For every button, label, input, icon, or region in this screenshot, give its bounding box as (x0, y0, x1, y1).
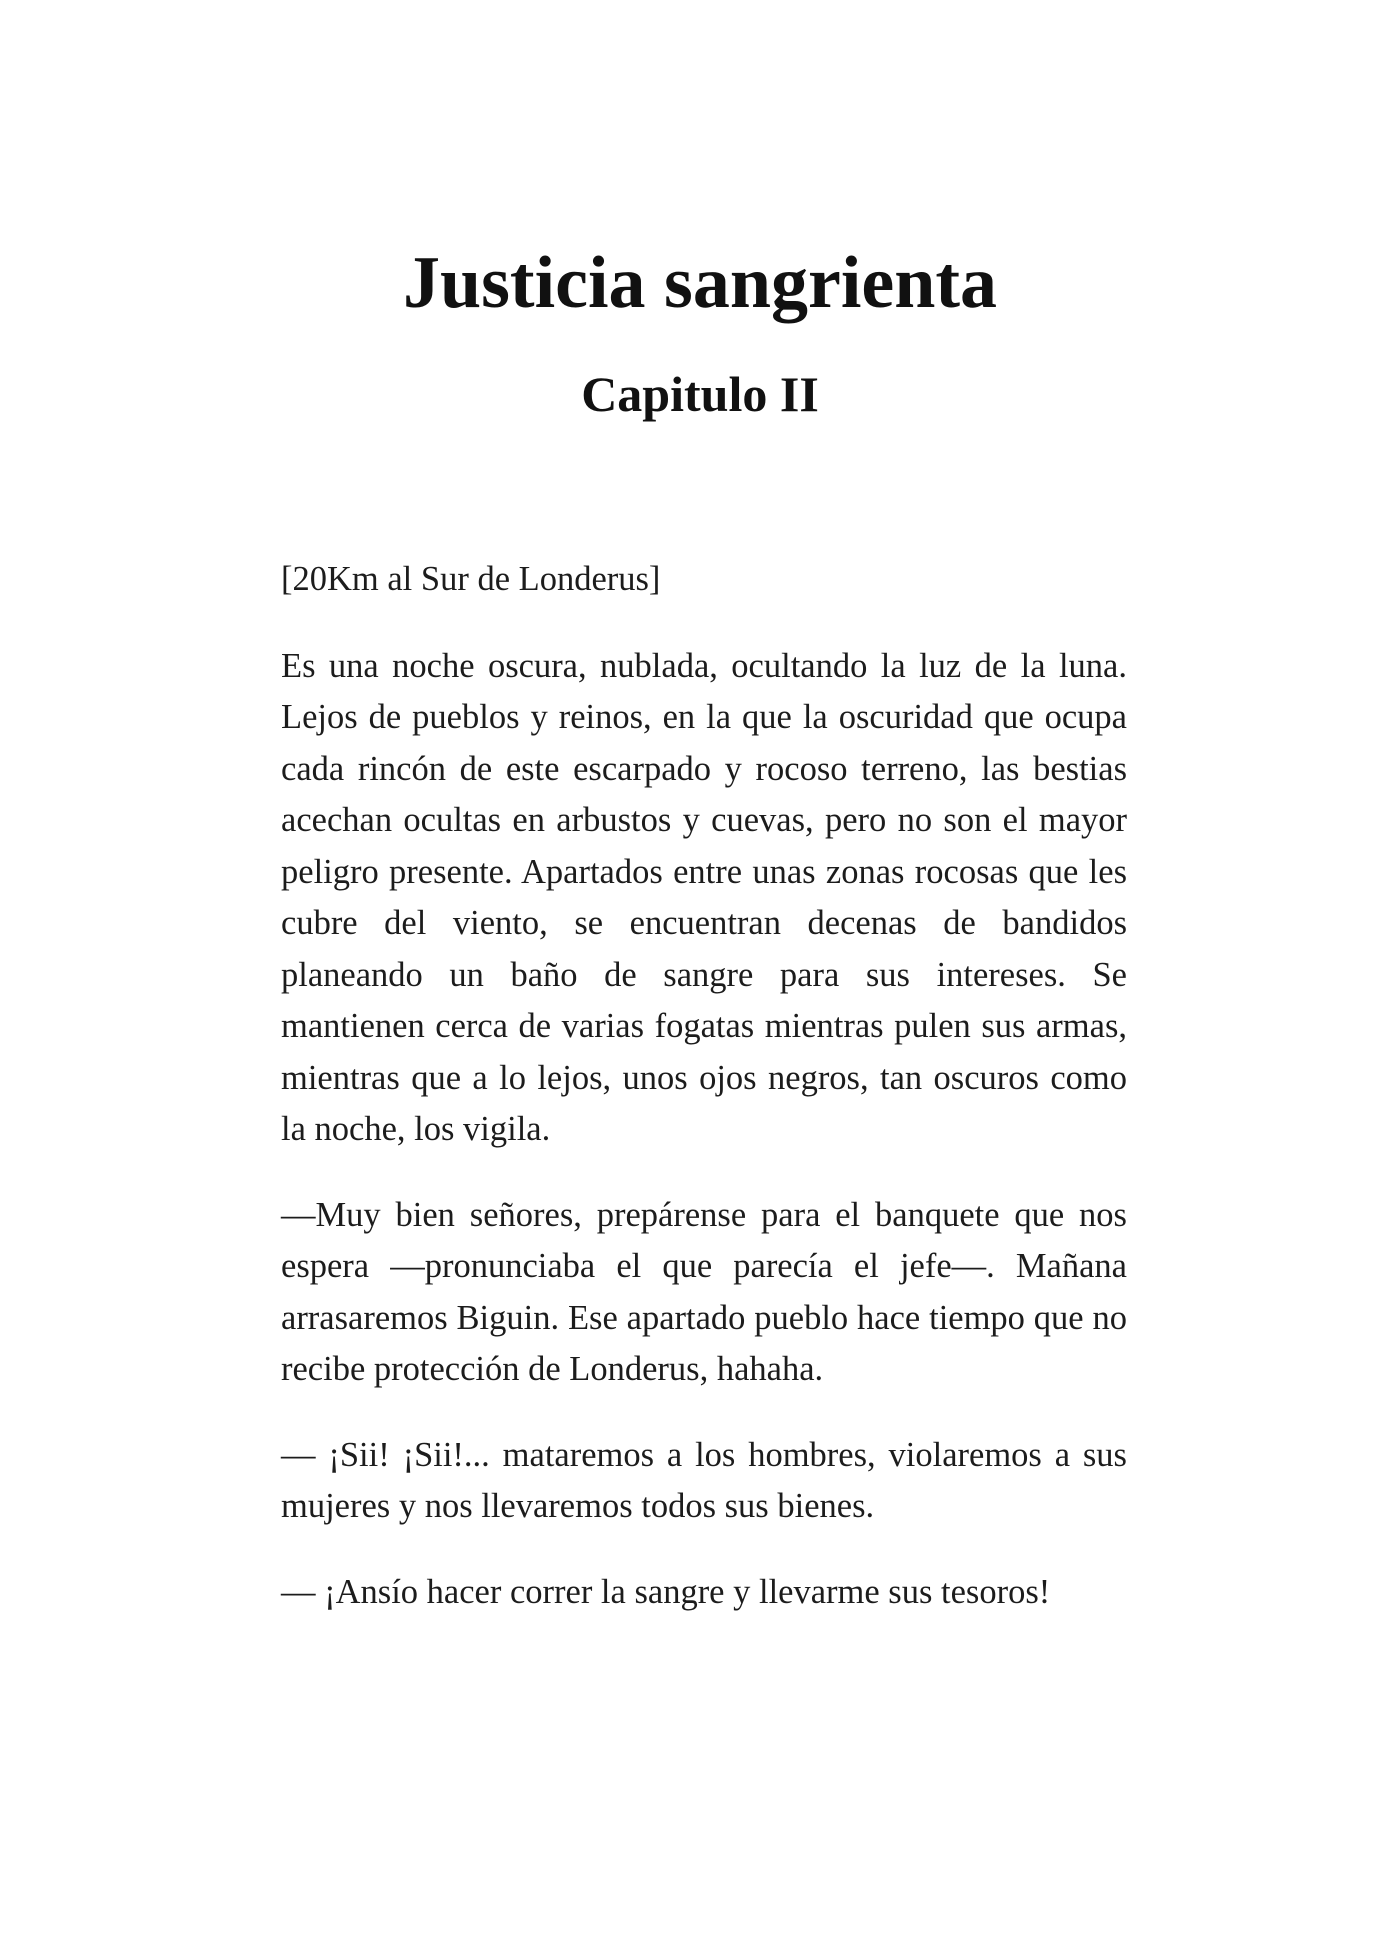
narrative-paragraph: Es una noche oscura, nublada, ocultando la luz de la luna. Lejos de pueblos y reinos, en la que la oscuridad que ocupa cada rincón de este escarpado y rocoso terreno, las bestias acechan ocultas en arbustos y cuevas, pero no son el mayor peligro presente. Apartados entre unas zonas rocosas que les cubre del viento, se encuentran decenas de bandidos planeando un baño de sangre para sus intereses. Se mantienen cerca de varias fogatas mientras pulen sus armas, mientras que a lo lejos, unos ojos negros, tan oscuros como la noche, los vigila. (281, 646, 1127, 1148)
chapter-body (281, 554, 1127, 1652)
chapter-heading: Capitulo II (581, 366, 819, 422)
location-line: [20Km al Sur de Londerus] (281, 560, 661, 598)
book-title: Justicia sangrienta (402, 242, 998, 324)
dialogue-paragraph: —Muy bien señores, prepárense para el banquete que nos espera —pronunciaba el que parecía el jefe—. Mañana arrasaremos Biguin. Ese apartado pueblo hace tiempo que no recibe protección de Londerus, hahaha. (281, 1195, 1127, 1388)
dialogue-paragraph: — ¡Sii! ¡Sii!... mataremos a los hombres, violaremos a sus mujeres y nos llevaremos todos sus bienes. (281, 1435, 1127, 1525)
dialogue-paragraph: — ¡Ansío hacer correr la sangre y llevarme sus tesoros! (281, 1572, 1051, 1611)
